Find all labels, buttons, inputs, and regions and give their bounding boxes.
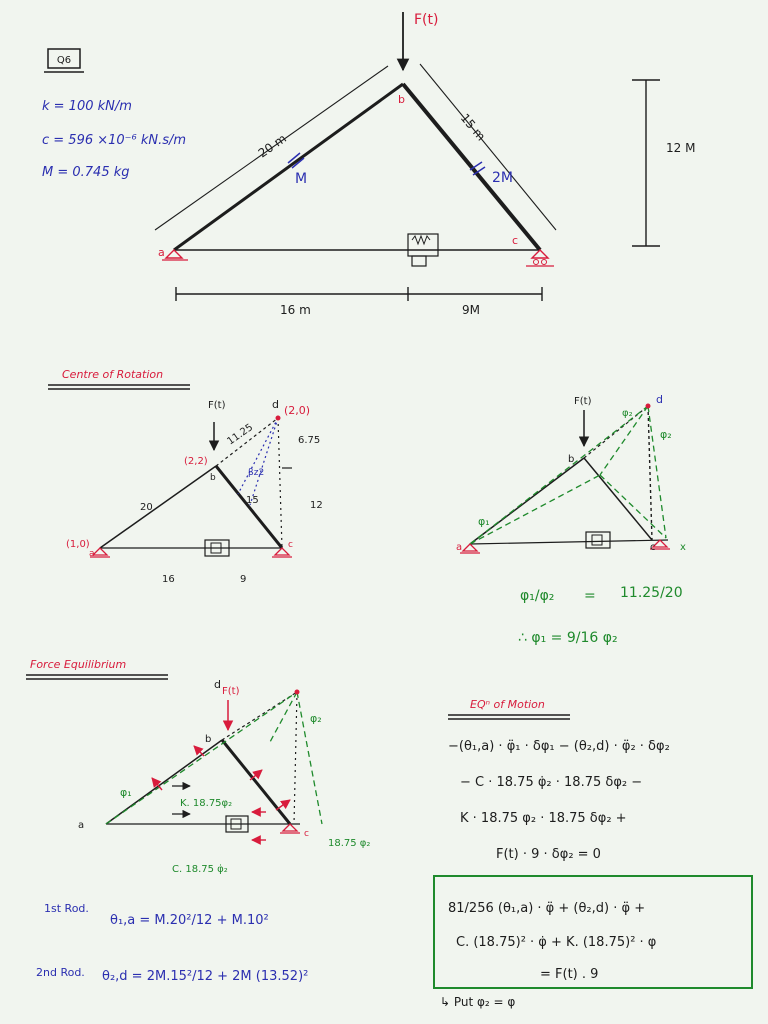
rot-force-label: F(t) xyxy=(574,396,592,407)
rot-point-b: b xyxy=(568,454,575,465)
rod2-inertia-eq: θ₂,d = 2M.15²/12 + 2M (13.52)² xyxy=(102,969,309,984)
rot-phi1: φ₁ xyxy=(478,515,490,528)
motion-line-3: K · 18.75 φ₂ · 18.75 δφ₂ + xyxy=(460,811,627,826)
rotation-sketch xyxy=(456,393,686,646)
question-tag-label: Q6 xyxy=(56,55,72,66)
centre-b-coord: (2,2) xyxy=(184,456,208,467)
force-eq-phi1: φ₁ xyxy=(120,786,132,799)
centre-len-bd: 11.25 xyxy=(225,422,256,448)
centre-point-d: d xyxy=(272,398,279,411)
base-left-label: 16 m xyxy=(280,303,311,317)
rot-x-mark: x xyxy=(680,542,686,553)
motion-line-1: −(θ₁,a) · φ̈₁ · δφ₁ − (θ₂,d) · φ̈₂ · δφ₂ xyxy=(448,739,670,754)
point-a-label: a xyxy=(158,246,165,259)
force-eq-phi2: φ₂ xyxy=(310,712,322,725)
centre-rod2: 15 xyxy=(246,495,259,506)
point-c-label: c xyxy=(512,234,519,247)
rot-point-d: d xyxy=(656,393,663,406)
damper-force-label: C. 18.75 φ̇₂ xyxy=(172,864,228,875)
centre-len-vertical: 6.75 xyxy=(298,435,321,446)
inertia-section xyxy=(36,902,308,984)
spring-force-label: K. 18.75φ₂ xyxy=(180,798,233,809)
centre-point-a: a xyxy=(89,549,95,559)
rot-point-c: c xyxy=(650,542,656,553)
rod1-inertia-eq: θ₁,a = M.20²/12 + M.10² xyxy=(110,913,269,928)
ratio-lhs: φ₁/φ₂ xyxy=(520,588,555,604)
ratio-result: ∴ φ₁ = 9/16 φ₂ xyxy=(518,630,618,646)
force-eq-point-d: d xyxy=(214,678,221,691)
centre-point-b: b xyxy=(210,473,216,483)
centre-rod1: 20 xyxy=(140,502,153,513)
rot-phi2-top: φ₂ xyxy=(622,408,633,419)
motion-line-4: F(t) · 9 · δφ₂ = 0 xyxy=(496,847,601,862)
motion-boxed-3: = F(t) . 9 xyxy=(540,967,599,982)
rod2-length-label: 15 m xyxy=(457,110,489,144)
rod1-mass-label: M xyxy=(295,171,308,187)
ratio-eq: = xyxy=(584,588,596,604)
point-b-label: b xyxy=(398,93,405,106)
centre-section-title: Centre of Rotation xyxy=(62,368,164,381)
motion-line-2: − C · 18.75 φ̇₂ · 18.75 δφ₂ − xyxy=(460,775,643,790)
truss-figure-main xyxy=(155,12,695,317)
force-equilibrium-section xyxy=(26,658,370,875)
force-eq-point-a: a xyxy=(78,820,85,831)
centre-force-label: F(t) xyxy=(208,400,226,411)
param-k: k = 100 kN/m xyxy=(42,99,132,114)
height-label: 12 M xyxy=(666,141,696,155)
centre-a-coord: (1,0) xyxy=(66,539,90,550)
centre-of-rotation-section xyxy=(48,368,323,585)
rot-point-a: a xyxy=(456,542,463,553)
centre-base-left: 16 xyxy=(162,574,175,585)
centre-d-coord: (2,0) xyxy=(284,404,311,417)
motion-note: ↳ Put φ₂ = φ xyxy=(440,995,516,1009)
force-eq-force: F(t) xyxy=(222,686,240,697)
motion-boxed-2: C. (18.75)² · φ̇ + K. (18.75)² · φ xyxy=(456,935,657,950)
force-label: F(t) xyxy=(414,12,439,28)
param-m: M = 0.745 kg xyxy=(42,165,130,180)
centre-height: 12 xyxy=(310,500,323,511)
rod2-label: 2nd Rod. xyxy=(36,966,85,979)
rod2-mass-label: 2M xyxy=(492,170,513,186)
ratio-rhs: 11.25/20 xyxy=(620,585,683,601)
rot-phi2: φ₂ xyxy=(660,428,672,441)
side-disp-label: 18.75 φ₂ xyxy=(328,838,371,849)
force-eq-point-c: c xyxy=(304,829,309,839)
question-tag xyxy=(44,49,84,72)
motion-title: EQⁿ of Motion xyxy=(470,698,545,711)
centre-beta: βz2 xyxy=(248,468,265,478)
force-eq-point-b: b xyxy=(205,734,212,745)
param-c: c = 596 ×10⁻⁶ kN.s/m xyxy=(42,133,187,148)
centre-point-c: c xyxy=(288,540,293,550)
base-right-label: 9M xyxy=(462,303,480,317)
rod1-label: 1st Rod. xyxy=(44,902,89,915)
motion-boxed-1: 81/256 (θ₁,a) · φ̈ + (θ₂,d) · φ̈ + xyxy=(448,901,646,916)
force-section-title: Force Equilibrium xyxy=(30,658,127,671)
motion-section xyxy=(434,698,752,1009)
rod1-length-label: 20 m xyxy=(255,131,289,161)
centre-base-right: 9 xyxy=(240,574,247,585)
